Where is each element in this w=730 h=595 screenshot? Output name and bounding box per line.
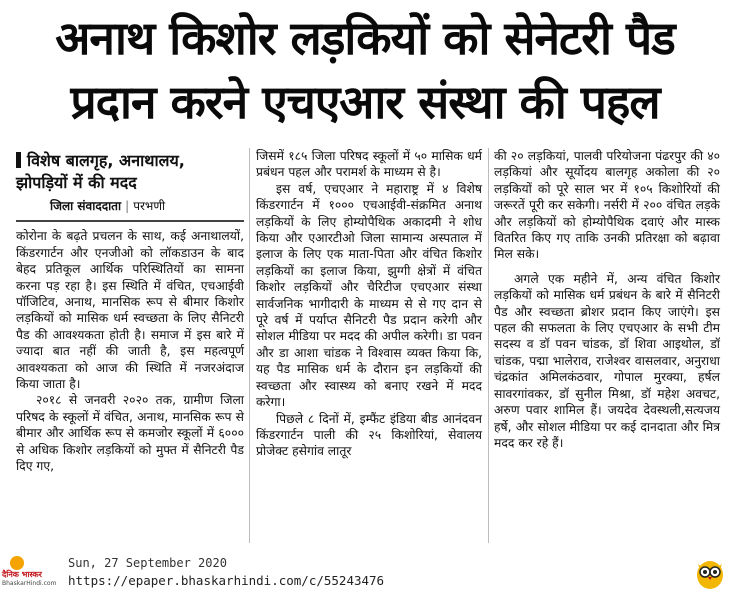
footer [0,552,730,595]
byline [50,198,244,214]
sun-icon [10,556,24,570]
column-rule-2 [488,148,489,543]
column-1-paragraph-2: २०१८ से जनवरी २०२० तक, ग्रामीण जिला परिषद के स्कूलों में वंचित, अनाथ, मानसिक रूप से बीमार और आर्थिक रूप से कमजोर स्कूलों में ६००० से अधिक किशोर लड़कियों को मुफ्त में सैनिटरी पैड दिए गए, [16,393,244,474]
article-url[interactable]: https://epaper.bhaskarhindi.com/c/55243476 [68,573,385,588]
column-rule-1 [249,148,250,543]
headline [0,0,730,146]
column-1-paragraph-1: कोरोना के बढ़ते प्रचलन के साथ, कई अनाथालयों, किंडरगार्टन और एनजीओ को लॉकडाउन के बाद बेहद प्रतिकूल आर्थिक परिस्थितियों का सामना करना पड़ रहा है। इस स्थिति में वंचित, एचआईवी पॉजिटिव, अनाथ, मानसिक रूप से बीमार किशोर लड़कियों को मासिक धर्म स्वच्छता के लिए सैनिटरी पैड की आवश्यकता होती है। समाज में इस बारे में ज्यादा बात नहीं की जाती है, इस महत्वपूर्ण आवश्यकता को आज की स्थिति में नजरअंदाज किया जाता है। [16,229,244,392]
headline-line-2: प्रदान करने एचएआर संस्था की पहल [70,75,660,129]
owl-icon [694,556,726,590]
bhaskar-logo[interactable] [2,556,64,590]
headline-line-1: अनाथ किशोर लड़कियों को सेनेटरी पैड [55,11,675,65]
subheadline-line-2: झोपड़ियों में की मदद [16,173,137,192]
subheadline-marker-icon [16,152,21,168]
article-column-3 [494,148,720,451]
byline-author: जिला संवाददाता [50,199,122,213]
column-2-paragraph-2: इस वर्ष, एचएआर ने महाराष्ट्र में ४ विशेष किंडरगार्टन में १००० एचआईवी-संक्रमित अनाथ लड़कियों के लिए होम्योपैथिक अकादमी ने शोध किया और एआरटीओ जिला सामान्य अस्पताल में इलाज के लिए एक माता-पिता और वंचित किशोर लड़कियों का इलाज किया, झुग्गी क्षेत्रों में वंचित किशोर लड़कियों और चैरिटीज एचएआर संस्था सार्वजनिक भागीदारी के माध्यम से से गए दान से पूरे वर्ष में पर्याप्त सैनिटरी पैड प्रदान करेगी और सोशल मीडिया पर मदद की अपील करेगी। डा पवन और डा आशा चांडक ने विश्वास व्यक्त किया कि, यह पैड मासिक धर्म के दौरान इन लड़कियों की स्वच्छता और स्वास्थ्य को बनाए रखने में मदद करेगा। [256,181,482,410]
article-column-2 [256,148,482,460]
section-divider [16,220,244,222]
column-2-paragraph-3: पिछले ८ दिनों में, इम्फैंट इंडिया बीड आनंदवन किंडरगार्टन पाली की २५ किशोरियां, सेवालय प्रोजेक्ट हसेगांव लातूर [256,411,482,459]
byline-separator: | [125,199,130,213]
column-3-paragraph-2: अगले एक महीने में, अन्य वंचित किशोर लड़कियों को मासिक धर्म प्रबंधन के बारे में सैनिटरी पैड और स्वच्छता ब्रोशर प्रदान किए जाएंगे। इस पहल की सफलता के लिए एचएआर के सभी टीम सदस्य व डॉ पवन चांडक, डॉ शिवा आइथोल, डॉ चांडक, पद्मा भालेराव, राजेश्वर वासलवार, अनुराधा चंद्रकांत अमिलकंठवार, गोपाल मुरक्या, हर्षल सावरगांवकर, डॉ सुनील मिश्रा, डॉ महेश अवचट, अरुण पवार शामिल हैं। जयदेव देवस्थली,सत्यजय हर्षे, और सोशल मीडिया पर कई दानदाता और मित्र मदद कर रहे हैं। [494,271,720,450]
logo-name: दैनिक भास्कर [2,570,42,579]
column-2-paragraph-1: जिसमें १८५ जिला परिषद स्कूलों में ५० मासिक धर्म प्रबंधन पहल और परामर्श के माध्यम से है। [256,149,482,180]
subheadline [16,150,244,194]
article-column-1 [16,148,244,475]
edition-date: Sun, 27 September 2020 [68,556,227,570]
byline-city: परभणी [133,199,166,213]
logo-site: BhaskarHindi.com [2,580,57,587]
subheadline-line-1: विशेष बालगृह, अनाथालय, [27,151,185,170]
column-3-paragraph-1: की २० लड़कियां, पालवी परियोजना पंढरपुर की ४० लड़कियां और सूर्योदय बालगृह अकोला की २० लड़कियों को पूरे साल भर में १०५ किशोरियों की जरूरतें पूरी कर सकेगी। नर्सरी में २०० वंचित लड़के और लड़कियों को होम्योपैथिक दवाएं और मास्क वितरित किए गए ताकि उनकी प्रतिरक्षा को बढ़ावा मिल सके। [494,149,720,262]
